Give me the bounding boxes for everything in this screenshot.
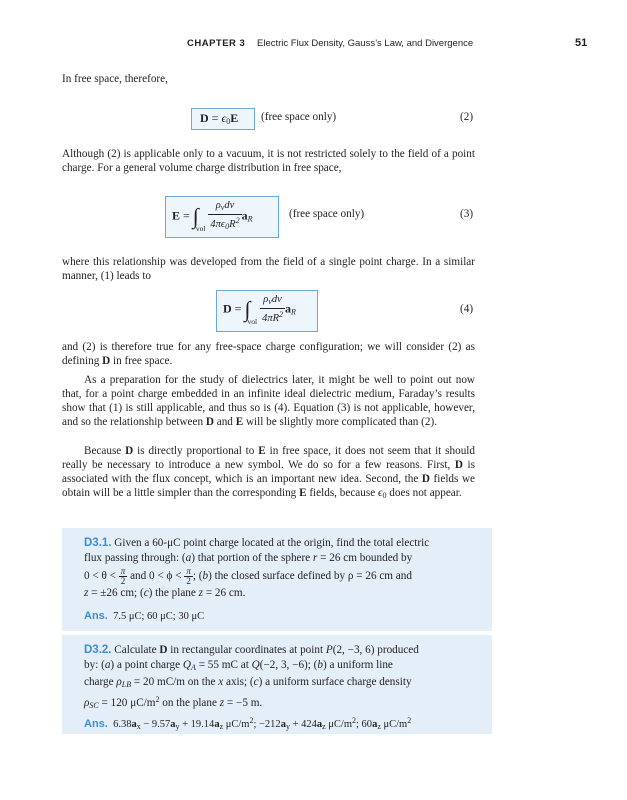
paragraph-5: Because D is directly proportional to E in free space, it does not seem that it should really be necessary to introduce a new symbol. We do so for a few reasons. First, D is associated with the flux concept, which is an important new idea. Second, the D fields we obtain will be a little simpler than the corresponding E fields, because $\epsilon_0$ does not appear. <box>62 445 475 500</box>
paragraph-1: Although (2) is applicable only to a vacuum, it is not restricted solely to the field of a point charge. For a general volume charge distribution in free space, <box>62 148 475 174</box>
drill-problem-3-1 <box>62 528 492 631</box>
equation-4: $D = \int_{vol}$ $\frac{\rho_vdv}{4\pi R^2}$ $a_R$ <box>223 294 296 327</box>
intro-text: In free space, therefore, <box>62 73 168 85</box>
drill-3-1-text: D3.1. Given a 60-μC point charge located at the origin, find the total electric flux passing through: (a) that portion of the sphere r = 26 cm bounded by 0 < θ < $\frac{\pi}{2}$ and 0 < ϕ < $\frac{\pi}{2}$ ; (b) the closed surface defined by ρ = 26 cm and z = ±26 cm; (c) the plane z = 26 cm. <box>84 537 430 599</box>
running-header <box>0 38 627 52</box>
paragraph-3: and (2) is therefore true for any free-space charge configuration; we will consider (2) as defining D in free space. <box>62 341 475 367</box>
equation-3-fraction: $\frac{\rho_vdv}{4\pi\epsilon_0R^2}$ <box>210 200 240 231</box>
paragraph-2: where this relationship was developed from the field of a single point charge. In a similar manner, (1) leads to <box>62 256 475 282</box>
equation-4-number: (4) <box>460 303 474 315</box>
equation-3: $E = \int_{vol}$ $\frac{\rho_vdv}{4\pi\epsilon_0R^2}$ $a_R$ <box>172 200 253 234</box>
chapter-label: CHAPTER 3 <box>187 38 246 49</box>
drill-3-1-answer: Ans. 7.5 μC; 60 μC; 30 μC <box>84 610 205 622</box>
equation-2-box <box>191 108 255 130</box>
paragraph-4: As a preparation for the study of dielectrics later, it might be well to point out now that, for a point charge embedded in an infinite ideal dielectric medium, Faraday’s results show that (1) is still applicable, and thus so is (4). Equation (3) is not applicable, however, and so the relationship between D and E will be slightly more complicated than (2). <box>62 374 475 428</box>
equation-3-number: (3) <box>460 208 474 220</box>
drill-3-2-text: D3.2. Calculate D in rectangular coordinates at point P(2, −3, 6) produced by: (a) a point charge $Q_A = 55$ mC at Q(−2, 3, −6); (b) a uniform line charge $\rho_{LB} = 20$ mC/m on the x axis; (c) a uniform surface charge density $\rho_{SC} = 120$ $\mu C/m^2$ on the plane z = −5 m. <box>84 644 419 710</box>
drill-3-2-answer: Ans. $6.38a_x - 9.57a_y + 19.14a_z$ $\mu C/m^2$; $-212a_y + 424a_z$ $\mu C/m^2$; $60a_z$ $\mu C/m^2$ <box>84 716 412 731</box>
drill-problem-3-2 <box>62 635 492 734</box>
page-number: 51 <box>575 37 588 49</box>
equation-4-box <box>216 290 318 332</box>
equation-2-number: (2) <box>460 111 474 123</box>
equation-3-note: (free space only) <box>289 208 365 220</box>
chapter-title: Electric Flux Density, Gauss’s Law, and Divergence <box>257 38 474 49</box>
equation-2: $D = \epsilon_0E$ <box>200 111 239 126</box>
equation-2-note: (free space only) <box>261 111 337 123</box>
equation-4-fraction: $\frac{\rho_vdv}{4\pi R^2}$ <box>262 294 284 324</box>
equation-3-box <box>165 196 279 238</box>
